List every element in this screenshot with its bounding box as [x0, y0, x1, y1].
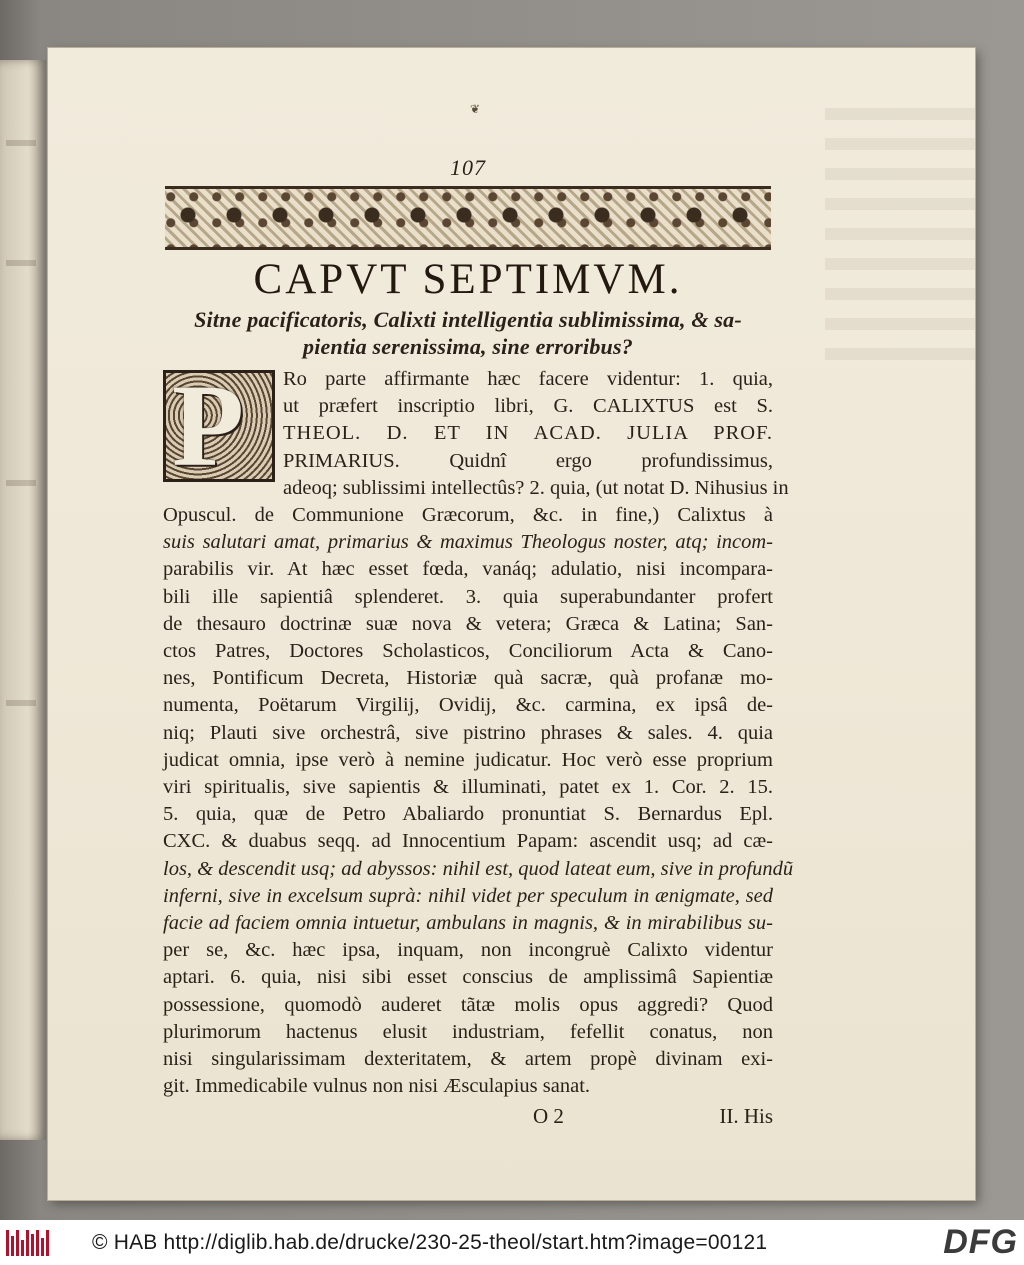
drop-cap — [163, 360, 275, 491]
chapter-subtitle — [163, 306, 773, 360]
subtitle-line: pientia serenissima, sine erroribus? — [303, 334, 633, 359]
dfg-logo[interactable]: DFG — [943, 1223, 1018, 1261]
text-block — [163, 154, 794, 1132]
text-line: parabilis vir. At hæc esset fœda, vanáq; adulatio, nisi incompara- — [163, 558, 773, 581]
text-line: de thesauro doctrinæ suæ nova & vetera; Græca & Latina; San- — [163, 612, 773, 635]
text-line: viri spiritualis, sive sapientis & illuminati, patet ex 1. Cor. 2. 15. — [163, 776, 773, 799]
facing-page-edge — [0, 60, 46, 1140]
text-line: plurimorum hactenus elusit industriam, fefellit conatus, non — [163, 1020, 773, 1043]
text-line: suis salutari amat, primarius & maximus Theologus noster, atq; incom- — [163, 531, 773, 554]
text-line: facie ad faciem omnia intuetur, ambulans in magnis, & in mirabilibus su- — [163, 912, 773, 935]
ornamental-headpiece — [165, 186, 771, 250]
text-line: git. Immedicabile vulnus non nisi Æsculapius sanat. — [163, 1075, 591, 1098]
catchword: II. His — [719, 1104, 773, 1129]
text-line: nisi singularissimam dexteritatem, & artem propè divinam exi- — [163, 1048, 773, 1071]
drop-cap-letter: P — [172, 360, 245, 491]
subtitle-line: Sitne pacificatoris, Calixti intelligentia sublimissima, & sa- — [194, 307, 742, 332]
text-line: ctos Patres, Doctores Scholasticos, Conciliorum Acta & Cano- — [163, 640, 773, 663]
body-text — [163, 360, 794, 1100]
viewer-footer-bar — [0, 1220, 1024, 1265]
text-line: CXC. & duabus seqq. ad Innocentium Papam: ascendit usq; ad cæ- — [163, 830, 773, 853]
text-line: per se, &c. hæc ipsa, inquam, non incongruè Calixto videntur — [163, 939, 773, 962]
text-line: nes, Pontificum Decreta, Historiæ quà sacræ, quà profanæ mo- — [163, 667, 773, 690]
text-line: los, & descendit usq; ad abyssos: nihil est, quod lateat eum, sive in profundũ — [163, 857, 794, 880]
ghost-line — [6, 140, 36, 146]
text-line: PRIMARIUS. Quidnî ergo profundissimus, — [283, 449, 773, 472]
text-line: numenta, Poëtarum Virgilij, Ovidij, &c. carmina, ex ipsâ de- — [163, 694, 773, 717]
text-line: niq; Plauti sive orchestrâ, sive pistrino phrases & sales. 4. quia — [163, 721, 773, 744]
text-line: THEOL. D. ET IN ACAD. JULIA PROF. — [283, 422, 773, 445]
signature-mark: O 2 — [533, 1104, 564, 1129]
text-line: adeoq; sublissimi intellectûs? 2. quia, (ut notat D. Nihusius in — [283, 476, 789, 499]
hab-logo-icon[interactable] — [6, 1230, 50, 1256]
text-line: aptari. 6. quia, nisi sibi esset conscius de amplissimâ Sapientiæ — [163, 966, 773, 989]
text-line: ut præfert inscriptio libri, G. CALIXTUS est S. — [283, 395, 773, 418]
text-line: Opuscul. de Communione Græcorum, &c. in fine,) Calixtus à — [163, 504, 773, 527]
text-line: 5. quia, quæ de Petro Abaliardo pronuntiat S. Bernardus Epl. — [163, 803, 773, 826]
page-footer — [163, 1104, 773, 1132]
text-line: judicat omnia, ipse verò à nemine judicatur. Hoc verò esse proprium — [163, 748, 773, 771]
text-line: inferni, sive in excelsum suprà: nihil videt per speculum in ænigmate, sed — [163, 884, 773, 907]
page-number: 107 — [450, 155, 486, 180]
ghost-line — [6, 260, 36, 266]
show-through — [825, 108, 975, 368]
text-line: Ro parte affirmante hæc facere videntur: 1. quia, — [283, 368, 773, 390]
ghost-line — [6, 700, 36, 706]
text-line: possessione, quomodò auderet tãtæ molis opus aggredi? Quod — [163, 993, 773, 1016]
ghost-line — [6, 480, 36, 486]
book-page — [48, 48, 975, 1200]
copyright-url[interactable]: © HAB http://diglib.hab.de/drucke/230-25-theol/start.htm?image=00121 — [92, 1230, 768, 1254]
text-line: bili ille sapientiâ splenderet. 3. quia superabundanter profert — [163, 585, 773, 608]
top-mark: ❦ — [470, 102, 481, 116]
chapter-title: CAPVT SEPTIMVM. — [253, 256, 683, 303]
